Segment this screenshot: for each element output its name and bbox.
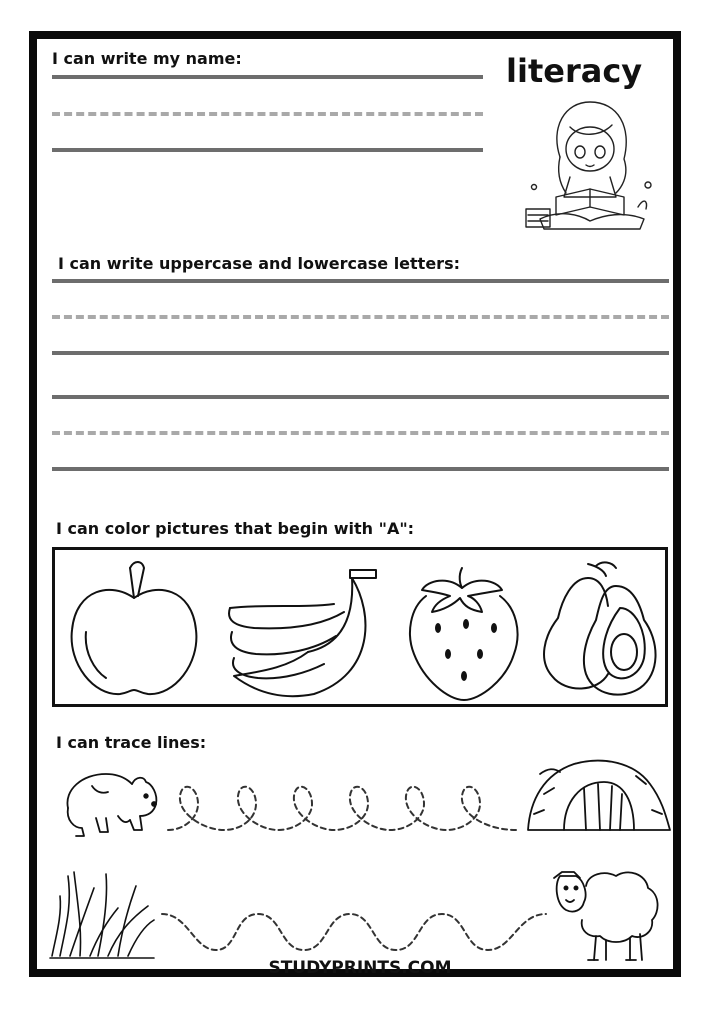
avocado-icon[interactable] <box>536 556 660 702</box>
letters-line-1-middle <box>52 315 669 319</box>
strawberry-icon[interactable] <box>404 562 524 704</box>
apple-icon[interactable] <box>64 556 204 702</box>
sheep-icon[interactable] <box>550 864 662 964</box>
color-heading: I can color pictures that begin with "A": <box>56 519 415 538</box>
grass-icon[interactable] <box>48 866 158 960</box>
trace-wave-path[interactable] <box>158 900 550 960</box>
letters-line-1-top <box>52 279 669 283</box>
cave-icon[interactable] <box>524 754 674 836</box>
letters-heading: I can write uppercase and lowercase letters: <box>58 254 460 273</box>
banana-icon[interactable] <box>224 564 384 704</box>
footer-brand: STUDYPRINTS.COM <box>268 958 452 978</box>
name-line-top <box>52 75 483 79</box>
letters-line-2-middle <box>52 431 669 435</box>
name-line-bottom <box>52 148 483 152</box>
trace-heading: I can trace lines: <box>56 733 207 752</box>
name-line-middle <box>52 112 483 116</box>
letters-line-2-top <box>52 395 669 399</box>
letters-line-2-bottom <box>52 467 669 471</box>
bear-icon[interactable] <box>62 766 162 842</box>
page-title: literacy <box>506 52 643 90</box>
trace-loop-path[interactable] <box>164 772 524 838</box>
letters-line-1-bottom <box>52 351 669 355</box>
girl-reading-icon <box>520 97 660 237</box>
name-heading: I can write my name: <box>52 49 242 68</box>
